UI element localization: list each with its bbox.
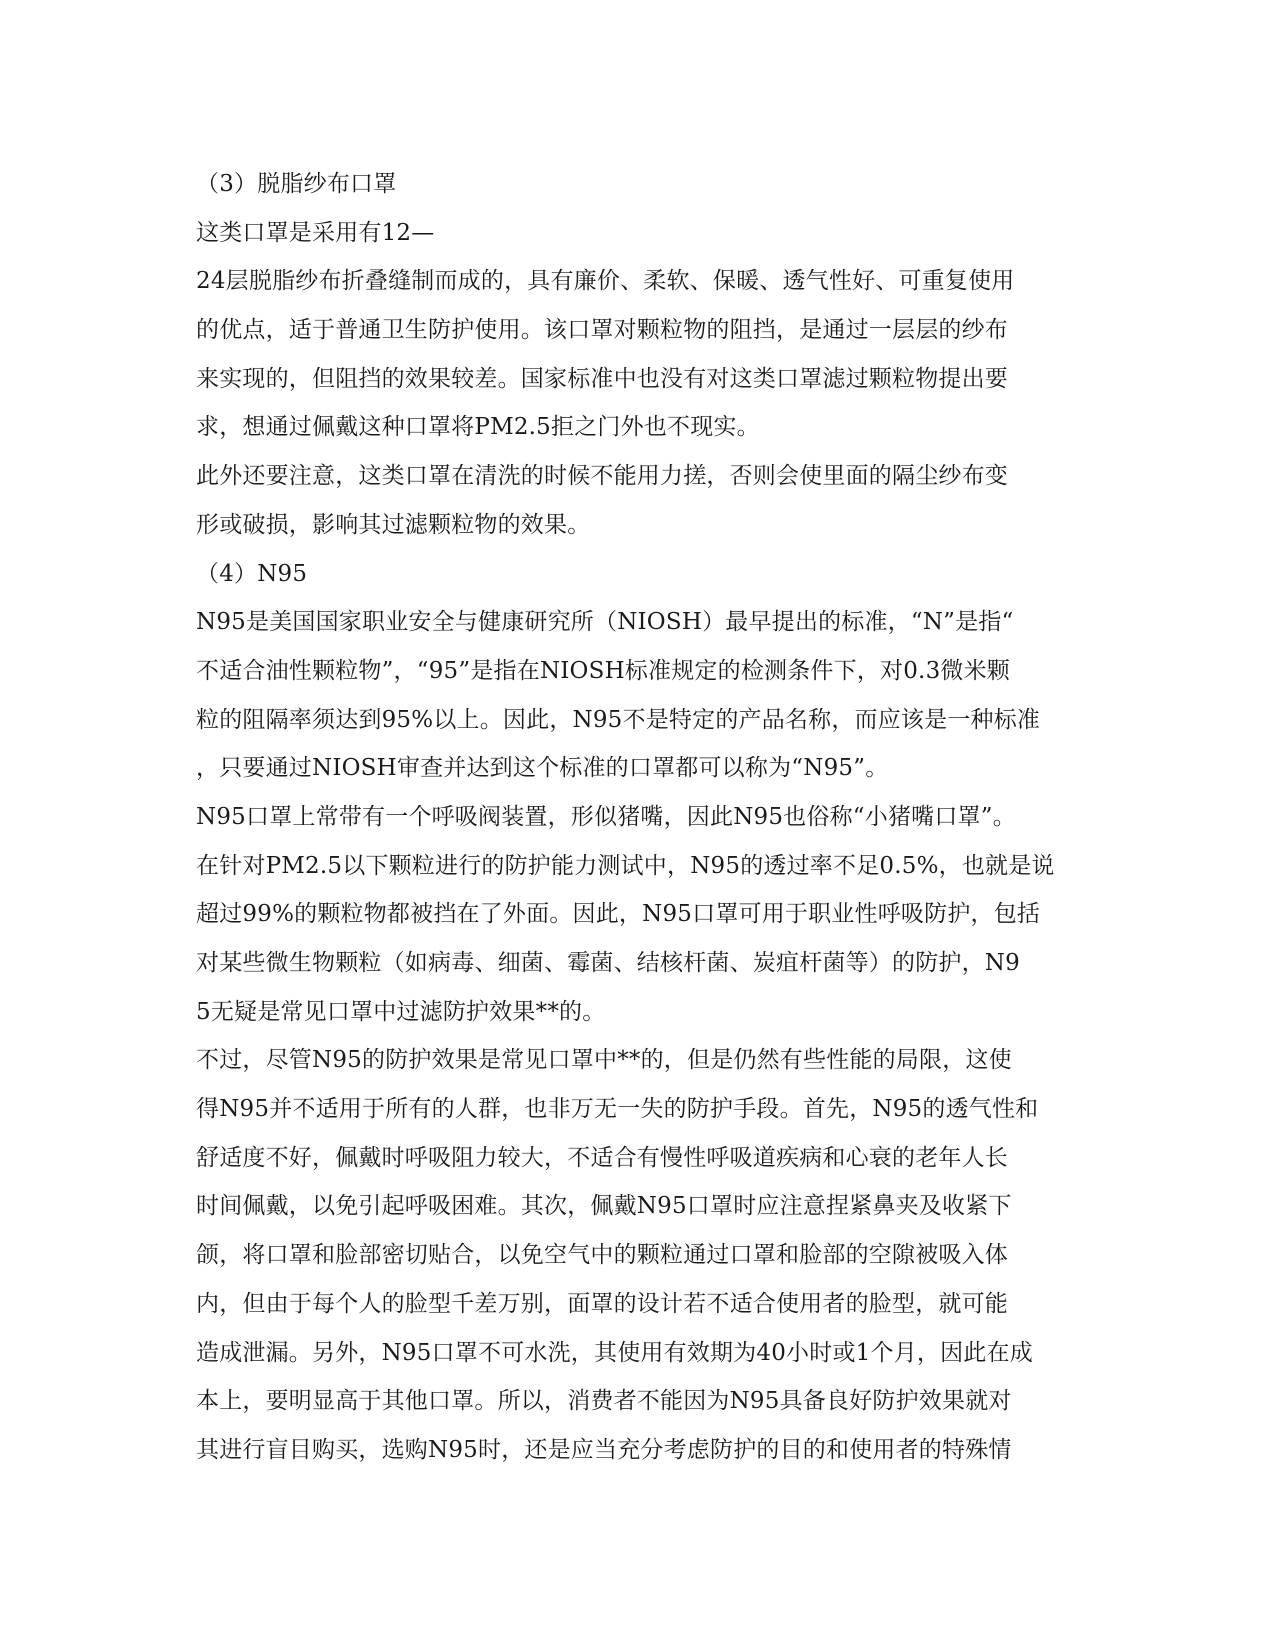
text-line: 对某些微生物颗粒（如病毒、细菌、霉菌、结核杆菌、炭疽杆菌等）的防护，N9 <box>196 950 1020 976</box>
text-line: 颌，将口罩和脸部密切贴合，以免空气中的颗粒通过口罩和脸部的空隙被吸入体 <box>196 1242 1008 1269</box>
text-line: 时间佩戴，以免引起呼吸困难。其次，佩戴N95口罩时应注意捏紧鼻夹及收紧下 <box>196 1193 1012 1220</box>
text-line: N95是美国国家职业安全与健康研究所（NIOSH）最早提出的标准，“N”是指“ <box>196 609 1014 636</box>
text-line: （3）脱脂纱布口罩 <box>196 171 397 197</box>
text-line: 本上，要明显高于其他口罩。所以，消费者不能因为N95具备良好防护效果就对 <box>196 1388 1012 1415</box>
text-line: 粒的阻隔率须达到95%以上。因此，N95不是特定的产品名称，而应该是一种标准 <box>196 706 1041 733</box>
text-line: 舒适度不好，佩戴时呼吸阻力较大，不适合有慢性呼吸道疾病和心衰的老年人长 <box>196 1144 1008 1171</box>
text-line: 5无疑是常见口罩中过滤防护效果**的。 <box>196 998 606 1025</box>
text-line: ，只要通过NIOSH审查并达到这个标准的口罩都可以称为“N95”。 <box>196 755 889 782</box>
text-line: 内，但由于每个人的脸型千差万别，面罩的设计若不适合使用者的脸型，就可能 <box>196 1290 1008 1317</box>
text-line: 造成泄漏。另外，N95口罩不可水洗，其使用有效期为40小时或1个月，因此在成 <box>196 1339 1033 1366</box>
text-line: 24层脱脂纱布折叠缝制而成的，具有廉价、柔软、保暖、透气性好、可重复使用 <box>196 268 1015 295</box>
text-line: 的优点，适于普通卫生防护使用。该口罩对颗粒物的阻挡，是通过一层层的纱布 <box>196 317 1008 344</box>
text-line: 得N95并不适用于所有的人群，也非万无一失的防护手段。首先，N95的透气性和 <box>196 1096 1039 1123</box>
text-line: 这类口罩是采用有12— <box>196 219 435 246</box>
text-line: （4）N95 <box>196 560 308 587</box>
text-line: 在针对PM2.5以下颗粒进行的防护能力测试中，N95的透过率不足0.5%，也就是说 <box>196 852 1055 879</box>
text-line: 来实现的，但阻挡的效果较差。国家标准中也没有对这类口罩滤过颗粒物提出要 <box>196 365 1008 392</box>
text-line: 不适合油性颗粒物”，“95”是指在NIOSH标准规定的检测条件下，对0.3微米颗 <box>196 657 1010 684</box>
document-body <box>196 160 1076 1475</box>
text-line: 超过99%的颗粒物都被挡在了外面。因此，N95口罩可用于职业性呼吸防护，包括 <box>196 901 1041 928</box>
text-line: 其进行盲目购买，选购N95时，还是应当充分考虑防护的目的和使用者的特殊情 <box>196 1436 1012 1463</box>
text-line: 此外还要注意，这类口罩在清洗的时候不能用力搓，否则会使里面的隔尘纱布变 <box>196 463 1008 490</box>
text-line: 求，想通过佩戴这种口罩将PM2.5拒之门外也不现实。 <box>196 414 760 441</box>
text-line: 不过，尽管N95的防护效果是常见口罩中**的，但是仍然有些性能的局限，这使 <box>196 1047 1012 1074</box>
text-line: N95口罩上常带有一个呼吸阀装置，形似猪嘴，因此N95也俗称“小猪嘴口罩”。 <box>196 803 1016 830</box>
text-line: 形或破损，影响其过滤颗粒物的效果。 <box>196 511 591 538</box>
